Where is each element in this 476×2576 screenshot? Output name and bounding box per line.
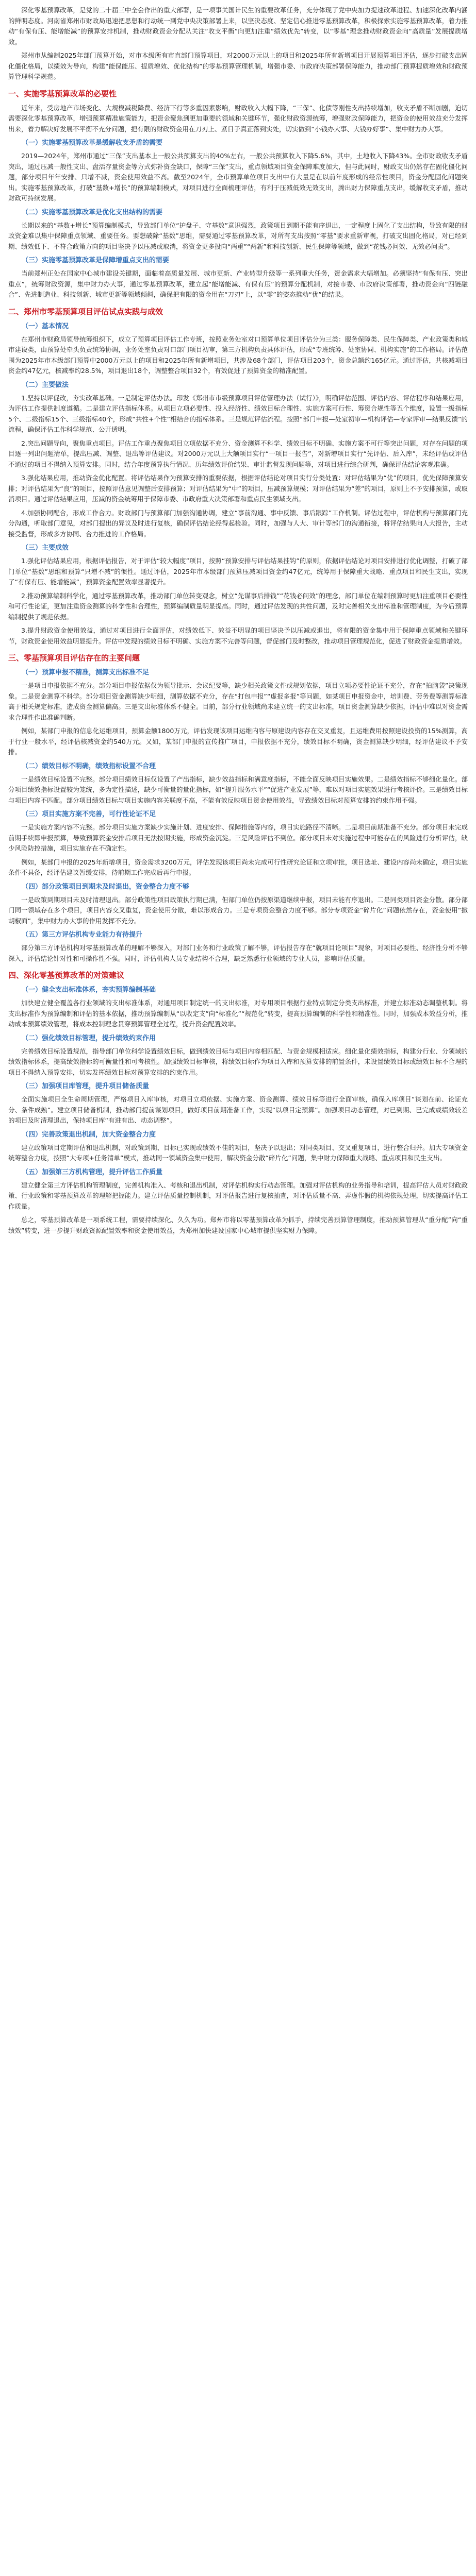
subsection-heading: （四）完善政策退出机制，加大资金整合力度 (22, 1130, 156, 1139)
section-heading: 三、零基预算项目评估存在的主要问题 (8, 653, 140, 663)
body-paragraph: 一是实施方案内容不完整。部分项目实施方案缺少实施计划、进度安排、保障措施等内容，项目实施路径不清晰。二是项目前期准备不充分。部分项目未完成前期手续即申报预算，导致预算资金安排后项目无法按期实施，形成资金沉淀。三是风险评估不到位。部分项目未对实施过程中可能存在的风险进行分析评估，缺少风险防控措施，项目实施存在不确定性。 (8, 823, 468, 852)
body-paragraph: 一是项目申报依据不充分。部分项目申报依据仅为领导批示、会议纪要等，缺少相关政策文件或规划依据，项目立项必要性论证不充分，存在“拍脑袋”决策现象。二是资金测算不科学。部分项目资金测算缺少明细，测算依据不充分，存在“打包申报”“虚报多报”等问题，如某项目申报资金中，培训费、劳务费等测算标准高于相关规定标准，造成资金测算偏高。三是支出标准体系不健全。目前，部分行业领域尚未建立统一的支出标准，项目资金测算缺少依据，评估中难以对资金需求合理性作出准确判断。 (8, 682, 468, 721)
body-paragraph: 近年来，受房地产市场变化、大规模减税降费、经济下行等多重因素影响，财政收入大幅下降，“三保”、化债等刚性支出持续增加，收支矛盾不断加剧，迫切需要深化零基预算改革，增强预算精准施策能力，把资金聚焦到更加重要的领域和关键环节，强化财政资源统筹，增强财政保障能力，把资金的使用效益充分发挥出来，着力解决好发展不平衡不充分问题，把有限的财政资金用在刀刃上、紧日子真正落到实处，切实做到“小钱办大事、大钱办好事”、集中财力办大事。 (8, 104, 468, 133)
article-page (0, 0, 476, 1255)
body-paragraph: 长期以来的“基数+增长”预算编制模式，导致部门单位“护盘子、守基数”意识强烈，政策项目到期不能有序退出，一定程度上固化了支出结构，导致有限的财政资金难以集中保障重点领域、重要任务。要想破除“基数”思维，需要通过零基预算改革，对所有支出按照“零基”要求重新审视，打破支出固化格局，对已经到期、绩效低下、不符合政策方向的项目坚决予以压减或取消，将资金更多投向“两重”“两新”和科技创新、民生保障等领域，做到“花钱必问效、无效必问责”。 (8, 221, 468, 250)
section-heading: 一、实施零基预算改革的必要性 (8, 89, 117, 98)
subsection-heading: （三）主要成效 (22, 544, 69, 552)
subsection-heading: （四）部分政策项目到期未及时退出，资金整合力度不够 (22, 883, 190, 891)
article-section (8, 88, 468, 300)
article-sections (8, 88, 468, 1236)
intro-paragraph: 深化零基预算改革，是党的二十届三中全会作出的重大部署，是一项事关国计民生的重要改革任务，充分体现了党中央加力提速改革进程、加速深化改革内涵的鲜明态度。河南省郑州市财政局迅速把思想和行动统一到党中央决策部署上来，以坚决态度、坚定信心推进零基预算改革，积极探索实施零基预算改革，着力推动“有保有压、能增能减”的预算安排机制，推动财政资金分配从关注“收支平衡”向更加注重“绩效优先”转变，以“零基”理念推动财政资金向“高质量”发展提质增效。 (8, 6, 468, 46)
subsection-heading: （三）项目实施方案不完善，可行性论证不足 (22, 810, 156, 818)
body-paragraph: 部分第三方评估机构对零基预算改革的理解不够深入，对部门业务和行业政策了解不够，评估报告存在“就项目论项目”现象，对项目必要性、经济性分析不够深入，评估结论针对性和可操作性不强。同时，评估机构人员专业结构不合理，缺乏熟悉行业领域的专业人员，影响评估质量。 (8, 944, 468, 962)
body-paragraph: 例如，某部门申报的2025年新增项目，资金需求3200万元，评估发现该项目尚未完成可行性研究论证和立项审批，项目选址、建设内容尚未确定，项目实施条件不具备，经评估建议暂缓安排，待前期工作完成后再行申报。 (8, 858, 468, 876)
body-paragraph: 建立政策项目定期评估和退出机制，对政策到期、目标已实现或绩效不佳的项目，坚决予以退出；对同类项目、交叉重复项目，进行整合归并。加大专项资金统筹整合力度，按照“大专项+任务清单”模式，推动同一领域资金集中使用，解决资金分散“碎片化”问题，集中财力保障重大战略、重点项目和民生支出。 (8, 1143, 468, 1162)
body-paragraph: 3.提升财政资金使用效益，通过对项目进行全面评估，对绩效低下、效益不明显的项目坚决予以压减或退出，将有限的资金集中用于保障重点领域和关键环节，财政资金使用效益明显提升。评估中发现的绩效目标不明确、实施方案不完善等问题，督促部门及时整改，推动项目管理规范化，促进了财政资金提质增效。 (8, 626, 468, 645)
section-heading: 二、郑州市零基预算项目评估试点实践与成效 (8, 307, 163, 316)
article-section (8, 969, 468, 1236)
article-section (8, 306, 468, 647)
body-paragraph: 在郑州市财政局领导统筹组织下，成立了预算项目评估工作专班，按照业务处室对口预算单位项目评估分为三类：服务保障类、民生保障类、产业政策类和城市建设类，由预算处牵头负责统筹协调，业务处室负责对口部门项目初审，第三方机构负责具体评估，形成“专班统筹、处室协同、机构实施”的工作格局。评估范围为2025年市本级部门预算中2000万元以上的项目和2025年所有新增项目，共涉及68个部门，评估项目203个，资金总额约165亿元。通过评估，共核减项目资金约47亿元，核减率约28.5%，项目退出18个，调整整合项目32个，有效促进了预算资金的精准配置。 (8, 335, 468, 375)
subsection-heading: （二）主要做法 (22, 381, 69, 389)
body-paragraph: 完善绩效目标设置规范，指导部门单位科学设置绩效目标，做到绩效目标与项目内容相匹配、与资金规模相适应。细化量化绩效指标，构建分行业、分领域的绩效指标体系，提高绩效指标的可衡量性和可考核性。加强绩效目标审核，将绩效目标作为项目入库和预算安排的前置条件，未设置绩效目标或绩效目标不合理的项目不得纳入预算安排，切实发挥绩效目标对预算安排的约束作用。 (8, 1047, 468, 1076)
body-paragraph: 当前郑州正处在国家中心城市建设关键期，面临着高质量发展、城市更新、产业转型升级等一系列重大任务，资金需求大幅增加。必须坚持“有保有压、突出重点”，统筹财政资源，集中财力办大事，通过零基预算改革，建立起“能增能减、有保有压”的预算分配机制，对接市委、市政府决策部署，推动资金向“四链融合”、先进制造业、科技创新、城市更新等领域倾斜，确保把有限的资金用在“刀刃”上，以“零”的姿态推动“优”的结果。 (8, 269, 468, 298)
subsection-heading: （一）预算申报不精准，测算支出标准不足 (22, 669, 150, 676)
subsection-heading: （五）加强第三方机构管理，提升评估工作质量 (22, 1168, 163, 1176)
article-intro (8, 5, 468, 82)
body-paragraph: 2.突出问题导向，聚焦重点项目。评估工作重点聚焦项目立项依据不充分、资金测算不科学、绩效目标不明确、实施方案不可行等突出问题，对存在问题的项目逐一列出问题清单，提出压减、调整、退出等评估建议。对2000万元以上大额项目实行“一项目一报告”，对新增项目实行“先评估、后入库”，未经评估或评估不通过的项目不得纳入预算安排。同时，结合年度预算执行情况、历年绩效评价结果、审计监督发现问题等，对项目进行综合研判，确保评估结论客观准确。 (8, 439, 468, 468)
section-heading: 四、深化零基预算改革的对策建议 (8, 971, 125, 980)
body-paragraph: 总之，零基预算改革是一项系统工程，需要持续深化、久久为功。郑州市将以零基预算改革为抓手，持续完善预算管理制度，推动预算管理从“重分配”向“重绩效”转变，进一步提升财政资源配置效率和资金使用效益，为郑州加快建设国家中心城市提供坚实财力保障。 (8, 1216, 468, 1234)
body-paragraph: 2019—2024年，郑州市通过“三保”支出基本上一般公共预算支出的40%左右，一般公共预算收入下降5.6%，其中，土地收入下降43%。全市财政收支矛盾突出，通过压减一般性支出、盘活存量资金等方式弥补资金缺口，保障“三保”支出，重点领域项目资金保障难度加大，但与此同时，财政支出仍然存在固化僵化问题，部分项目年年安排、只增不减，资金使用效益不高。截至2024年，全市预算单位项目支出中有大量是在以前年度形成的经常性项目，资金分配固化问题突出。实施零基预算改革，打破“基数+增长”的预算编制模式，对项目进行全面梳理评估，有利于压减低效无效支出，腾出财力保障重点支出，缓解收支矛盾，推动财政可持续发展。 (8, 152, 468, 202)
subsection-heading: （三）实施零基预算改革是保障增重点支出的需要 (22, 257, 170, 264)
body-paragraph: 建立健全第三方评估机构管理制度，完善机构准入、考核和退出机制，对评估机构实行动态管理。加强对评估机构的业务指导和培训，提高评估人员对财政政策、行业政策和零基预算改革的理解把握能力。建立评估质量控制机制，对评估报告进行复核抽查，对评估质量不高、弄虚作假的机构依规处理，切实提高评估工作质量。 (8, 1181, 468, 1210)
article-section (8, 652, 468, 964)
body-paragraph: 一是政策到期项目未及时清理退出。部分政策性项目政策执行期已满，但部门单位仍按原渠道继续申报，项目未能有序退出。二是同类项目资金分散。部分部门同一领域存在多个项目，项目内容交叉重复，资金使用分散，难以形成合力。三是专项资金整合力度不够。部分专项资金“碎片化”问题依然存在，资金使用“撒胡椒面”，集中财力办大事的作用发挥不充分。 (8, 895, 468, 925)
subsection-heading: （二）强化绩效目标管理，提升绩效约束作用 (22, 1034, 156, 1042)
body-paragraph: 3.强化结果应用，推动资金优化配置。将评估结果作为预算安排的重要依据，根据评估结论对项目实行分类处置：对评估结果为“优”的项目，优先保障预算安排；对评估结果为“良”的项目，按照评估意见调整后安排预算；对评估结果为“中”的项目，压减预算规模；对评估结果为“差”的项目，原则上不予安排预算，或取消项目。通过评估结果应用，压减的资金统筹用于保障市委、市政府重大决策部署和重点民生领域支出。 (8, 474, 468, 503)
body-paragraph: 4.加强协同配合，形成工作合力。财政部门与预算部门加强沟通协调，建立“事前沟通、事中反馈、事后跟踪”工作机制。评估过程中，评估机构与预算部门充分沟通，听取部门意见，对部门提出的异议及时进行复核，确保评估结论经得起检验。同时，加强与人大、审计等部门的沟通衔接，将评估结果向人大报告，主动接受监督，形成多方协同、合力推进的工作格局。 (8, 509, 468, 538)
subsection-heading: （二）绩效目标不明确，绩效指标设置不合理 (22, 762, 156, 770)
body-paragraph: 加快建立健全覆盖各行业领域的支出标准体系，对通用项目制定统一的支出标准，对专用项目根据行业特点制定分类支出标准，并建立标准动态调整机制。将支出标准作为预算编制和评估的基本依据，推动预算编制从“以收定支”向“标准化”“规范化”转变，提高预算编制的科学性和精准性。同时，加强成本效益分析，推动成本预算绩效管理，将成本控制理念贯穿预算管理全过程，提升资金配置效率。 (8, 999, 468, 1028)
subsection-heading: （二）实施零基预算改革是优化支出结构的需要 (22, 208, 163, 216)
body-paragraph: 全面实施项目全生命周期管理，严格项目入库审核，对项目立项依据、实施方案、资金测算、绩效目标等进行全面审核，确保入库项目“谋划在前、论证充分、条件成熟”。建立项目储备机制，推动部门提前谋划项目，做好项目前期准备工作，实现“以项目定预算”。加强项目动态管理，对已到期、已完成或绩效较差的项目及时清理退出，保持项目库“有进有出、动态调整”。 (8, 1095, 468, 1124)
subsection-heading: （五）第三方评估机构专业能力有待提升 (22, 931, 143, 939)
body-paragraph: 2.推动预算编制科学化，通过零基预算改革，推动部门单位转变观念，树立“先谋事后排钱”“花钱必问效”的理念，部门单位在编制预算时更加注重项目必要性和可行性论证，更加注重资金测算的科学性和合理性，预算编制质量明显提高。同时，通过评估发现的共性问题，及时完善相关支出标准和管理制度，为今后预算编制提供了规范依据。 (8, 591, 468, 621)
subsection-heading: （一）基本情况 (22, 322, 69, 330)
body-paragraph: 例如，某部门申报的信息化运维项目，预算金额1800万元，评估发现该项目运维内容与原建设内容存在交叉重复，且运维费用按照建设投资的15%测算，高于行业一般水平，经评估核减资金约540万元。又如，某部门申报的宣传推广项目，申报依据不充分，绩效目标不明确，资金测算缺少明细，经评估建议不予安排。 (8, 727, 468, 756)
body-paragraph: 一是绩效目标设置不完整。部分项目绩效目标仅设置了产出指标，缺少效益指标和满意度指标，不能全面反映项目实施效果。二是绩效指标不够细化量化。部分项目绩效指标设置较为笼统，多为定性描述，缺少可衡量的量化指标，如“提升服务水平”“促进产业发展”等，难以对项目实施效果进行考核评价。三是绩效目标与项目内容不匹配。部分项目绩效目标与项目实施内容关联度不高，不能有效反映项目资金使用效益，导致绩效目标对预算安排的约束作用不强。 (8, 775, 468, 804)
subsection-heading: （三）加强项目库管理，提升项目储备质量 (22, 1082, 150, 1090)
intro-paragraph: 郑州市从编制2025年部门预算开始，对市本级所有市直部门预算项目，对2000万元以上的项目和2025年所有新增项目开展预算项目评估，逐步打破支出固化僵化格局，以绩效为导向，构建“能保能压、提质增效、优化结构”的零基预算管理机制，增强市委、市政府决策部署保障能力，推动部门预算提质增效和财政预算管理科学规范。 (8, 52, 468, 80)
body-paragraph: 1.坚持以评促改，夯实改革基础。一是制定评估办法。印发《郑州市市级预算项目评估管理办法（试行）》，明确评估范围、评估内容、评估程序和结果应用，为评估工作提供制度遵循。二是建立评估指标体系。从项目立项必要性、投入经济性、绩效目标合理性、实施方案可行性、筹资合规性等五个维度，设置一级指标5个、二级指标15个、三级指标40个，形成“共性+个性”相结合的指标体系。三是规范评估流程。按照“部门申报—处室初审—机构评估—专家评审—结果反馈”的流程，确保评估工作科学规范、公开透明。 (8, 394, 468, 433)
body-paragraph: 1.强化评估结果应用，根据评估报告，对于评估“较大幅度”项目，按照“预算安排与评估结果挂钩”的原则，依据评估结论对项目安排进行优化调整，打破了部门单位“基数”思维和预算“只增不减”的惯性。通过评估，2025年市本级部门预算压减项目资金约47亿元，统筹用于保障重大战略、重点项目和民生支出，实现了“有保有压、能增能减”，预算资金配置效率显著提升。 (8, 557, 468, 586)
subsection-heading: （一）实施零基预算改革是缓解收支矛盾的需要 (22, 139, 163, 147)
subsection-heading: （一）健全支出标准体系，夯实预算编制基础 (22, 986, 156, 994)
